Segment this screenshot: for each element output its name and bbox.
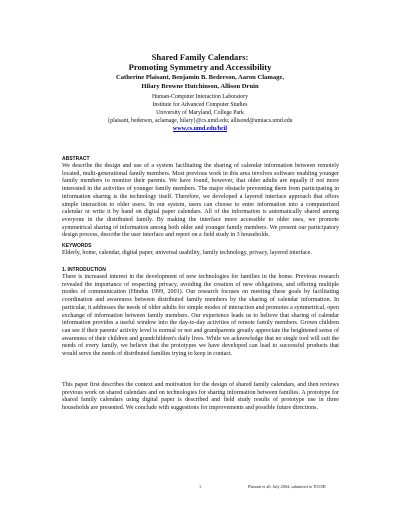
affiliation-institute: Institute for Advanced Computer Studies: [152, 102, 248, 108]
affiliation-university: University of Maryland, College Park: [156, 110, 244, 116]
abstract-text: We describe the design and use of a system facilitating the sharing of calendar information between remotely located, multi-generational family members. Most previous work in this area involves software enabling younger family members to monitor their parents. We have found, however, that older adults are equally if not more interested in the activities of younger family members. The major obstacle preventing them from participating in information sharing is the technology itself. Therefore, we developed a layered interface approach that offers simple interaction to older users. In our system, users can choose to enter information into a computerized calendar or write it by hand on digital paper calendars. All of the information is automatically shared among everyone in the distributed family. By making the interface more accessible to older uses, we promote symmetrical sharing of information among both older and younger family members. We present our participatory design process, describe the user interface and report on a field study in 3 households.: [62, 163, 339, 239]
abstract-heading: ABSTRACT: [62, 156, 90, 162]
keywords-text: Elderly, home, calendar, digital paper, universal usability, family technology, privacy, layered interface.: [62, 250, 312, 256]
introduction-paragraph-1: There is increased interest in the development of new technologies for families in the home. Previous research revealed the importance of respecting privacy, avoiding the creation of new obligations, and offering multiple modes of communication (Hindus 1999, 2001). Our research focuses on meeting these goals by facilitating coordination and awareness between distributed family members by the sharing of calendar information. In particular, it addresses the needs of older adults for simple modes of interaction and promotes a symmetrical, open exchange of information between family members. Our experience leads us to believe that sharing of calendar information provides a useful window into the day-to-day activities of remote family members. Grown children can see if their parents' activity level is normal or not and grandparents greatly appreciate the heightened sense of awareness of their children and grandchildren's daily lives. While we acknowledge that no single tool will suit the needs of every family, we believe that the prototypes we have developed can lead to successful products that would serve the needs of distributed families trying to keep in contact.: [62, 274, 339, 358]
page-number: 1: [198, 484, 202, 489]
footer-note: Plaisant et all, July 2004, submitted to TOCHI: [248, 484, 326, 489]
authors-line-1: Catherine Plaisant, Benjamin B. Bederson, Aaron Clamage,: [115, 74, 285, 81]
introduction-paragraph-2: This paper first describes the context and motivation for the design of shared family calendars, and then reviews previous work on shared calendars and on technologies for sharing information between families. A prototype for shared family calendars using digital paper is described and field study results of prototype use in three households are presented. We conclude with suggestions for improvements and possible future directions.: [62, 382, 339, 412]
affiliation-lab: Human-Computer Interaction Laboratory: [152, 94, 248, 100]
affiliation-emails: {plaisant, bederson, aclamage, hilary}@cs.umd.edu; allisond@umiacs.umd.edu: [107, 118, 293, 124]
paper-title-line-1: Shared Family Calendars:: [151, 52, 249, 62]
lab-url-link[interactable]: www.cs.umd.edu/hcil: [172, 126, 228, 132]
introduction-heading: 1. INTRODUCTION: [62, 267, 106, 273]
authors-line-2: Hilary Browne Hutchinson, Allison Druin: [141, 83, 259, 90]
paper-title-line-2: Promoting Symmetry and Accessibility: [128, 62, 272, 72]
keywords-heading: KEYWORDS: [62, 243, 92, 249]
